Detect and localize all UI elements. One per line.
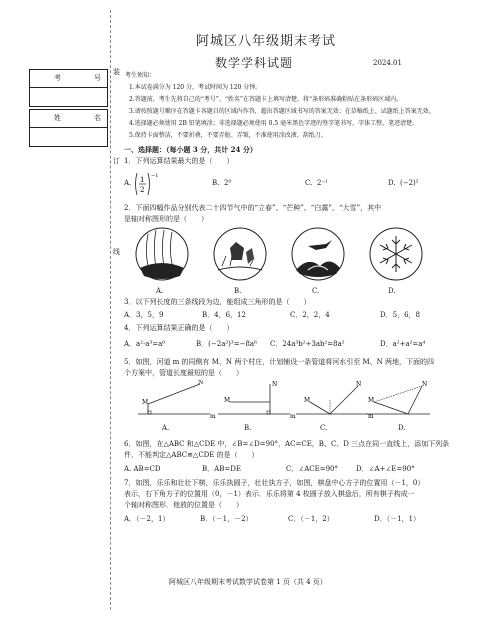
q3-option-b: B．4，6，12 — [202, 311, 246, 319]
q1-option-b-label: B. — [212, 179, 220, 187]
notice-item-3: 3.请按照题号顺序在答题卡各题目的区域内作答，超出答题区域书写的答案无效；在草稿纸上、试题纸上答案无效。 — [129, 108, 435, 115]
q2-label-d: D. — [388, 287, 396, 295]
q6-option-c: C．∠ACE=90° — [286, 465, 339, 473]
exam-number-label-char-1: 考 — [54, 74, 61, 82]
question-7-stem-line-1: 7．如图，乐乐和壮壮下棋，乐乐执圆子，壮壮执方子，如图，棋盘中心方子的位置用（－1，0） — [124, 479, 425, 487]
question-6-stem-line-1: 6．如图，在△ABC 和△CDE 中，∠B=∠D=90°，AC=CE，B、C、D 三点在同一直线上，添加下列条 — [124, 440, 450, 448]
q5-figure-d — [366, 381, 430, 414]
q2-label-c: C. — [312, 287, 320, 295]
name-label-box — [29, 109, 108, 128]
question-5-stem-line-1: 5．如图，河道 m 的同侧有 M、N 两个村庄，计划铺设一条管道将河水引至 M、N 两地，下面的四 — [124, 358, 435, 366]
section-heading-choice: 一、选择题：（每小题 3 分，共计 24 分） — [124, 145, 257, 154]
exam-number-label-char-2: 号 — [94, 74, 101, 82]
question-1-stem: 1．下列运算结果最大的是（ ） — [124, 157, 234, 165]
q5-c-river-m: m — [368, 413, 374, 420]
q5-b-point-m: M — [224, 397, 231, 404]
notice-item-4: 4.选择题必须使用 2B 铅笔填涂；非选择题必须使用 0.5 毫米黑色字迹的签字笔书写，字体工整、笔迹清楚。 — [129, 120, 419, 127]
q7-option-a: A．（－2，1） — [124, 515, 170, 523]
q5-figure-b — [218, 381, 296, 420]
q5-a-point-n: N — [198, 380, 204, 386]
q1-option-d-label: D. — [388, 179, 396, 187]
name-field[interactable] — [29, 128, 108, 147]
q6-option-a: A. AB=CD — [124, 465, 161, 473]
page-title: 阿城区八年级期末考试 — [196, 34, 337, 49]
q2-label-a: A. — [156, 287, 164, 295]
question-7-stem-line-2: 表示，右下角方子的位置用（0，－1）表示．乐乐将第 4 枚圆子放入棋盘后，所有棋子构成一 — [124, 490, 415, 498]
q1-option-c-expr: 2⁻¹ — [317, 179, 328, 187]
question-6-stem-line-2: 件，不能判定△ABC≌△CDE 的是（ ） — [124, 451, 259, 459]
q5-b-river-m: m — [290, 413, 296, 420]
q5-a-river-m: m — [210, 413, 216, 420]
q7-option-d: D．（－1，1） — [374, 515, 421, 523]
q5-a-point-m: M — [142, 399, 149, 406]
figure-lichun — [136, 228, 188, 280]
figure-mangzhong — [214, 228, 266, 280]
q7-option-c: C．（－1，2） — [288, 515, 334, 523]
question-2-stem-line-2: 是轴对称图形的是（ ） — [124, 215, 208, 223]
question-3-stem: 3．以下列长度的三条线段为边，能组成三角形的是（ ） — [124, 298, 311, 306]
question-2-figures — [130, 226, 430, 284]
q4-option-c: C．24a³b²÷3ab²=8a² — [270, 340, 345, 348]
q5-c-point-m: M — [304, 397, 311, 404]
binding-char-xian: 线 — [113, 248, 120, 256]
q1-option-b-expr: 2⁰ — [224, 179, 232, 187]
svg-text:−1: −1 — [151, 173, 159, 179]
q5-label-a: A. — [162, 424, 170, 432]
exam-date: 2024.01 — [373, 59, 402, 67]
question-5-stem-line-2: 个方案中，管道长度最短的是（ ） — [124, 369, 243, 377]
notice-item-5: 5.保持卡面整洁，不要折叠，不要弄脏、弄皱，不准使用涂改液、刮纸刀。 — [129, 132, 327, 139]
exam-number-label-box — [29, 69, 108, 88]
figure-bailu — [292, 228, 344, 280]
question-2-stem-line-1: 2．下面四幅作品分别代表二十四节气中的“立春”、“芒种”、“白露”、“大雪”，其中 — [124, 204, 382, 212]
page-subtitle: 数学学科试题 — [215, 56, 294, 70]
q4-option-b: B．(−2a²)³=−8a⁶ — [196, 340, 257, 348]
q5-c-point-n: N — [356, 381, 362, 388]
exam-number-field[interactable] — [29, 88, 108, 107]
q3-option-d: D．5，6，8 — [380, 311, 420, 319]
notice-heading: 考生须知： — [125, 72, 156, 79]
q5-label-b: B. — [244, 424, 252, 432]
q1-option-d-expr: (−2)² — [400, 179, 419, 187]
q3-option-c: C．2，2，4 — [290, 311, 330, 319]
q4-option-d: D．a²+a²=a⁴ — [380, 340, 426, 348]
name-label-char-2: 名 — [94, 114, 101, 122]
binding-dashed-line — [110, 10, 111, 610]
page-footer: 阿城区八年级期末考试数学试卷第 1 页（共 4 页） — [169, 578, 327, 586]
q5-figure-c — [296, 381, 374, 420]
q1-option-a-formula — [134, 171, 168, 197]
binding-char-ding: 订 — [113, 157, 120, 165]
q5-d-point-m: M — [368, 397, 375, 404]
q7-option-b: B．（－1，－2） — [200, 515, 253, 523]
q6-option-d: D．∠A+∠E=90° — [356, 465, 415, 473]
q2-label-b: B. — [234, 287, 242, 295]
q1-option-c-label: C. — [305, 179, 313, 187]
question-1-options — [124, 171, 464, 197]
notice-item-1: 1.本试卷满分为 120 分，考试时间为 120 分钟。 — [129, 84, 262, 91]
q5-figure-a — [138, 380, 216, 420]
figure-daxue — [370, 228, 422, 280]
question-7-stem-line-3: 个轴对称图形．他放的位置是（ ） — [124, 501, 243, 509]
q1-option-a-label: A. — [124, 179, 132, 187]
q5-b-point-n: N — [272, 381, 278, 388]
question-5-figures — [130, 380, 430, 420]
q5-label-c: C. — [320, 424, 328, 432]
q3-option-a: A．3，5，9 — [124, 311, 164, 319]
svg-text:2: 2 — [140, 186, 145, 194]
question-4-stem: 4．下列运算结果正确的是（ ） — [124, 324, 234, 332]
q4-option-a: A．a²·a³=a⁶ — [124, 340, 166, 348]
binding-char-zhuang: 装 — [113, 68, 120, 76]
notice-item-2: 2.答题前，考生先将自己的“考号”、“姓名”在答题卡上填写清楚，将“条形码准确粘贴在条形码区域内。 — [129, 96, 403, 103]
svg-text:1: 1 — [140, 176, 145, 184]
q5-label-d: D. — [398, 424, 406, 432]
q6-option-b: B．AB=DE — [202, 465, 241, 473]
name-label-char-1: 姓 — [54, 114, 61, 122]
q5-d-point-n: N — [422, 381, 428, 388]
